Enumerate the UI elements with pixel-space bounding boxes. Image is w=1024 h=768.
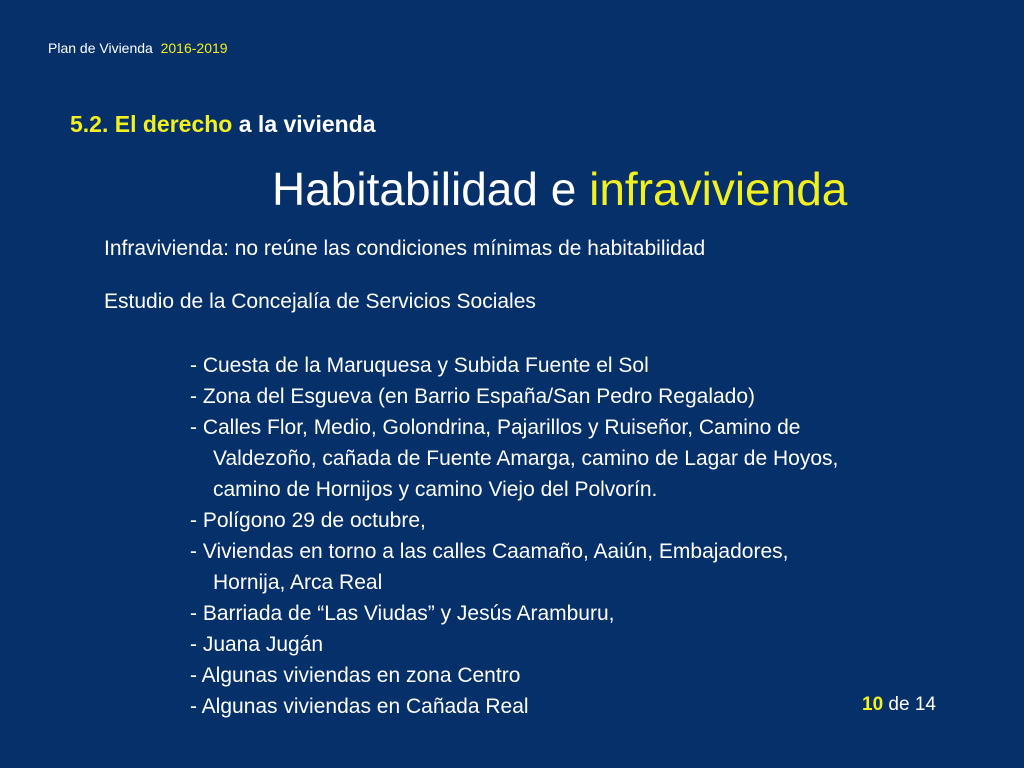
slide-title <box>272 162 847 216</box>
page-current: 10 <box>862 694 884 715</box>
location-list <box>190 350 838 722</box>
list-item-text: - Zona del Esgueva (en Barrio España/San Pedro Regalado) <box>190 385 756 408</box>
list-item <box>190 629 838 660</box>
list-item-continuation: Hornija, Arca Real <box>213 571 383 594</box>
list-item <box>190 536 838 598</box>
list-item-text: - Algunas viviendas en zona Centro <box>190 664 521 687</box>
list-item <box>190 505 838 536</box>
page-sep: de <box>888 694 910 715</box>
list-item-text: - Polígono 29 de octubre, <box>190 509 426 532</box>
presentation-header <box>48 40 228 56</box>
list-item-text: - Cuesta de la Maruquesa y Subida Fuente el Sol <box>190 354 649 377</box>
header-years: 2016-2019 <box>160 40 228 56</box>
list-item-text: - Barriada de “Las Viudas” y Jesús Aramburu, <box>190 602 615 625</box>
title-main: Habitabilidad e <box>272 163 577 215</box>
list-item-continuation: Valdezoño, cañada de Fuente Amarga, camino de Lagar de Hoyos, <box>213 447 839 470</box>
list-item <box>190 350 838 381</box>
list-item-continuation: camino de Hornijos y camino Viejo del Polvorín. <box>213 478 658 501</box>
page-indicator <box>862 694 936 716</box>
study-text: Estudio de la Concejalía de Servicios Sociales <box>104 290 536 313</box>
list-item <box>190 381 838 412</box>
section-heading <box>70 111 376 138</box>
list-item <box>190 691 838 722</box>
section-highlight: derecho <box>142 111 233 137</box>
list-item-text: - Viviendas en torno a las calles Caamaño, Aaiún, Embajadores, <box>190 540 789 563</box>
page-total: 14 <box>914 694 936 715</box>
title-highlight: infravivienda <box>589 163 848 215</box>
section-rest: a la vivienda <box>238 111 376 137</box>
list-item <box>190 412 838 505</box>
list-item-text: - Juana Jugán <box>190 633 324 656</box>
list-item <box>190 660 838 691</box>
header-prefix: Plan de Vivienda <box>48 40 153 56</box>
definition-text: Infravivienda: no reúne las condiciones mínimas de habitabilidad <box>104 237 706 260</box>
list-item <box>190 598 838 629</box>
list-item-text: - Calles Flor, Medio, Golondrina, Pajarillos y Ruiseñor, Camino de <box>190 416 801 439</box>
section-number: 5.2. El <box>70 111 137 137</box>
list-item-text: - Algunas viviendas en Cañada Real <box>190 695 529 718</box>
